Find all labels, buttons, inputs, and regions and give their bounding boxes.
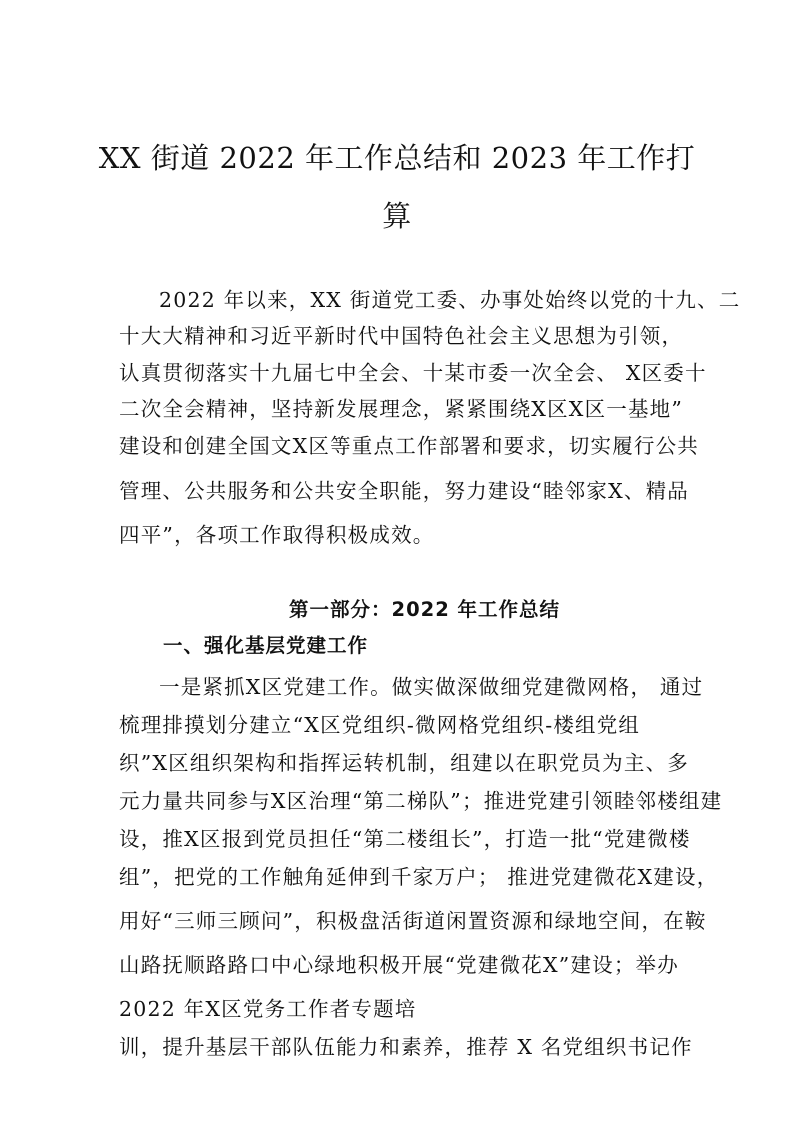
body-line-5: 设，推X区报到党员担任“第二楼组长”，打造一批“党建微楼 (119, 827, 691, 851)
body-line-7: 用好“三师三顾问”，积极盘活街道闲置资源和绿地空间，在鞍 (119, 909, 707, 933)
intro-line-6: 管理、公共服务和公共安全职能，努力建设“睦邻家X、精品 (119, 479, 689, 503)
part-heading: 第一部分：2022 年工作总结 (289, 598, 561, 621)
intro-line-3: 认真贯彻落实十九届七中全会、十某市委一次全会、 X区委十 (119, 361, 707, 385)
document-title-line-1: XX 街道 2022 年工作总结和 2023 年工作打 (98, 141, 696, 175)
body-line-10: 训，提升基层干部队伍能力和素养，推荐 X 名党组织书记作 (119, 1035, 693, 1059)
body-line-6: 组”，把党的工作触角延伸到千家万户； 推进党建微花X建设， (119, 865, 719, 889)
body-line-8: 山路抚顺路路口中心绿地积极开展“党建微花X”建设；举办 (119, 953, 679, 977)
body-line-3: 织”X区组织架构和指挥运转机制，组建以在职党员为主、多 (119, 751, 689, 775)
section-heading: 一、强化基层党建工作 (163, 634, 369, 657)
intro-line-7: 四平”，各项工作取得积极成效。 (119, 523, 435, 547)
intro-line-5: 建设和创建全国文X区等重点工作部署和要求，切实履行公共 (119, 434, 699, 458)
intro-line-4: 二次全会精神，坚持新发展理念，紧紧围绕X区X区一基地” (119, 397, 684, 421)
intro-line-2: 十大大精神和习近平新时代中国特色社会主义思想为引领， (119, 324, 684, 348)
body-line-2: 梳理排摸划分建立“X区党组织-微网格党组织-楼组党组 (119, 713, 641, 737)
body-line-1: 一是紧抓X区党建工作。做实做深做细党建微网格， 通过 (159, 675, 704, 699)
body-line-9: 2022 年X区党务工作者专题培 (119, 997, 417, 1021)
document-title-line-2: 算 (382, 199, 412, 233)
body-line-4: 元力量共同参与X区治理“第二梯队”；推进党建引领睦邻楼组建 (119, 789, 723, 813)
intro-line-1: 2022 年以来，XX 街道党工委、办事处始终以党的十九、二 (159, 288, 741, 312)
